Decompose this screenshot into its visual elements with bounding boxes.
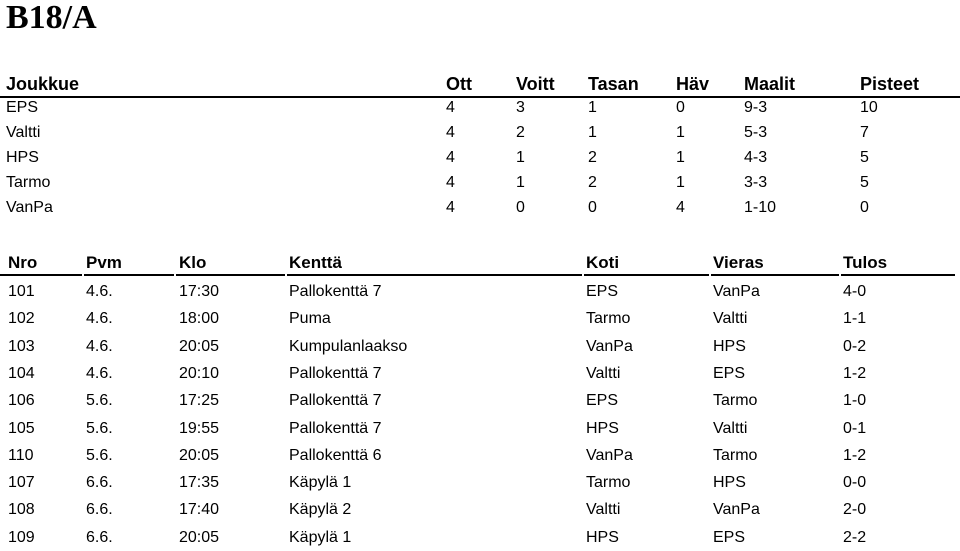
matches-cell: Käpylä 2 <box>289 501 352 519</box>
standings-cell: 0 <box>676 99 685 116</box>
matches-cell: Valtti <box>586 501 621 519</box>
matches-cell: 4.6. <box>86 364 113 382</box>
standings-cell: Tarmo <box>6 174 51 191</box>
matches-cell: VanPa <box>586 337 633 355</box>
matches-cell: 108 <box>8 501 35 519</box>
matches-cell: 5.6. <box>86 446 113 464</box>
standings-cell: 4 <box>446 149 455 166</box>
standings-cell: 3-3 <box>744 174 768 191</box>
standings-cell: Valtti <box>6 124 41 141</box>
matches-cell: HPS <box>586 528 619 546</box>
standings-cell: 5-3 <box>744 124 768 141</box>
matches-cell: 0-0 <box>843 474 867 492</box>
matches-cell: VanPa <box>713 501 760 519</box>
matches-cell: 4.6. <box>86 283 113 300</box>
matches-cell: Valtti <box>713 419 748 437</box>
matches-cell: Pallokenttä 7 <box>289 364 382 382</box>
matches-cell: 5.6. <box>86 392 113 410</box>
matches-row <box>0 415 960 442</box>
standings-cell: 2 <box>588 149 597 166</box>
matches-cell: 1-1 <box>843 310 867 328</box>
matches-cell: 105 <box>8 419 35 437</box>
matches-header-cell: Pvm <box>86 253 122 272</box>
matches-cell: Kumpulanlaakso <box>289 337 408 355</box>
standings-cell: 1 <box>676 149 685 166</box>
standings-header-cell: Tasan <box>588 74 639 94</box>
matches-header-cell: Vieras <box>713 253 764 272</box>
matches-header-rule <box>584 274 709 276</box>
standings-cell: 2 <box>516 124 525 141</box>
standings-cell: 4 <box>676 199 685 216</box>
matches-row <box>0 469 960 496</box>
matches-cell: Pallokenttä 7 <box>289 283 382 300</box>
matches-cell: 109 <box>8 528 35 546</box>
matches-header-rule <box>287 274 582 276</box>
matches-cell: VanPa <box>713 283 760 300</box>
matches-header-cell: Koti <box>586 253 620 272</box>
standings-cell: 4 <box>446 99 455 116</box>
matches-header-rule <box>711 274 839 276</box>
matches-header-row <box>0 251 960 275</box>
standings-cell: VanPa <box>6 199 53 216</box>
matches-cell: EPS <box>713 528 746 546</box>
matches-cell: 4-0 <box>843 283 867 300</box>
matches-cell: 18:00 <box>179 310 220 328</box>
standings-cell: 1 <box>516 149 525 166</box>
standings-cell: 1 <box>588 99 597 116</box>
matches-row <box>0 496 960 523</box>
matches-cell: HPS <box>713 337 746 355</box>
matches-cell: Tarmo <box>586 474 631 492</box>
standings-header-row <box>0 72 960 96</box>
matches-cell: 17:35 <box>179 474 220 492</box>
matches-cell: 17:30 <box>179 283 220 300</box>
standings-cell: 1 <box>676 124 685 141</box>
standings-row <box>0 96 960 121</box>
matches-header-rule <box>84 274 174 276</box>
matches-row <box>0 442 960 469</box>
matches-cell: EPS <box>586 392 619 410</box>
matches-cell: 106 <box>8 392 35 410</box>
standings-cell: 3 <box>516 99 525 116</box>
standings-header-cell: Voitt <box>516 74 555 94</box>
matches-cell: Tarmo <box>586 310 631 328</box>
standings-cell: 2 <box>588 174 597 191</box>
matches-header-cell: Nro <box>8 253 38 272</box>
matches-cell: 20:05 <box>179 337 220 355</box>
matches-cell: Pallokenttä 7 <box>289 392 382 410</box>
matches-cell: 19:55 <box>179 419 220 437</box>
matches-cell: VanPa <box>586 446 633 464</box>
matches-cell: 6.6. <box>86 474 113 492</box>
standings-cell: 4-3 <box>744 149 768 166</box>
matches-cell: 101 <box>8 283 35 300</box>
standings-cell: 10 <box>860 99 878 116</box>
matches-cell: 4.6. <box>86 337 113 355</box>
matches-cell: 0-1 <box>843 419 867 437</box>
standings-header-cell: Pisteet <box>860 74 920 94</box>
matches-header-cell: Tulos <box>843 253 888 272</box>
matches-cell: Käpylä 1 <box>289 474 352 492</box>
standings-row <box>0 146 960 171</box>
matches-row <box>0 333 960 360</box>
matches-cell: HPS <box>713 474 746 492</box>
matches-cell: 2-0 <box>843 501 867 519</box>
standings-header-cell: Häv <box>676 74 710 94</box>
matches-header-cell: Kenttä <box>289 253 342 272</box>
matches-cell: 4.6. <box>86 310 113 328</box>
matches-row <box>0 524 960 551</box>
matches-cell: 20:10 <box>179 364 220 382</box>
matches-cell: 2-2 <box>843 528 867 546</box>
matches-cell: Pallokenttä 7 <box>289 419 382 437</box>
matches-cell: 1-2 <box>843 446 867 464</box>
matches-cell: Valtti <box>586 364 621 382</box>
matches-cell: 107 <box>8 474 35 492</box>
standings-cell: 9-3 <box>744 99 768 116</box>
page-title: B18/A <box>6 0 97 36</box>
matches-cell: HPS <box>586 419 619 437</box>
standings-cell: 7 <box>860 124 869 141</box>
matches-cell: Käpylä 1 <box>289 528 352 546</box>
standings-cell: 5 <box>860 149 869 166</box>
standings-cell: 1 <box>516 174 525 191</box>
matches-cell: Tarmo <box>713 392 758 410</box>
matches-cell: 5.6. <box>86 419 113 437</box>
matches-cell: EPS <box>586 283 619 300</box>
standings-cell: 4 <box>446 199 455 216</box>
standings-cell: 0 <box>860 199 869 216</box>
standings-cell: EPS <box>6 99 39 116</box>
standings-cell: HPS <box>6 149 39 166</box>
matches-cell: 104 <box>8 364 35 382</box>
matches-cell: Pallokenttä 6 <box>289 446 382 464</box>
matches-row <box>0 305 960 332</box>
matches-cell: 1-2 <box>843 364 867 382</box>
matches-header-cell: Klo <box>179 253 207 272</box>
matches-cell: 110 <box>8 446 34 464</box>
standings-cell: 1-10 <box>744 199 777 216</box>
matches-row <box>0 387 960 414</box>
matches-header-rule <box>0 274 82 276</box>
matches-cell: 6.6. <box>86 501 113 519</box>
matches-header-rule <box>841 274 955 276</box>
matches-row <box>0 360 960 387</box>
matches-cell: Valtti <box>713 310 748 328</box>
matches-cell: 1-0 <box>843 392 867 410</box>
matches-cell: 17:25 <box>179 392 220 410</box>
standings-cell: 4 <box>446 174 455 191</box>
matches-cell: 103 <box>8 337 35 355</box>
matches-cell: 20:05 <box>179 446 220 464</box>
matches-header-rule <box>176 274 285 276</box>
matches-cell: Puma <box>289 310 331 328</box>
matches-cell: 6.6. <box>86 528 113 546</box>
standings-cell: 4 <box>446 124 455 141</box>
matches-cell: 102 <box>8 310 35 328</box>
matches-cell: 0-2 <box>843 337 867 355</box>
matches-cell: Tarmo <box>713 446 758 464</box>
standings-cell: 1 <box>588 124 597 141</box>
standings-cell: 0 <box>588 199 597 216</box>
matches-cell: 20:05 <box>179 528 220 546</box>
standings-header-cell: Maalit <box>744 74 796 94</box>
standings-header-cell: Joukkue <box>6 74 80 94</box>
standings-row <box>0 196 960 221</box>
standings-cell: 0 <box>516 199 525 216</box>
standings-row <box>0 171 960 196</box>
standings-header-cell: Ott <box>446 74 472 94</box>
standings-row <box>0 121 960 146</box>
matches-cell: EPS <box>713 364 746 382</box>
standings-cell: 5 <box>860 174 869 191</box>
matches-row <box>0 278 960 305</box>
matches-cell: 17:40 <box>179 501 220 519</box>
standings-cell: 1 <box>676 174 685 191</box>
